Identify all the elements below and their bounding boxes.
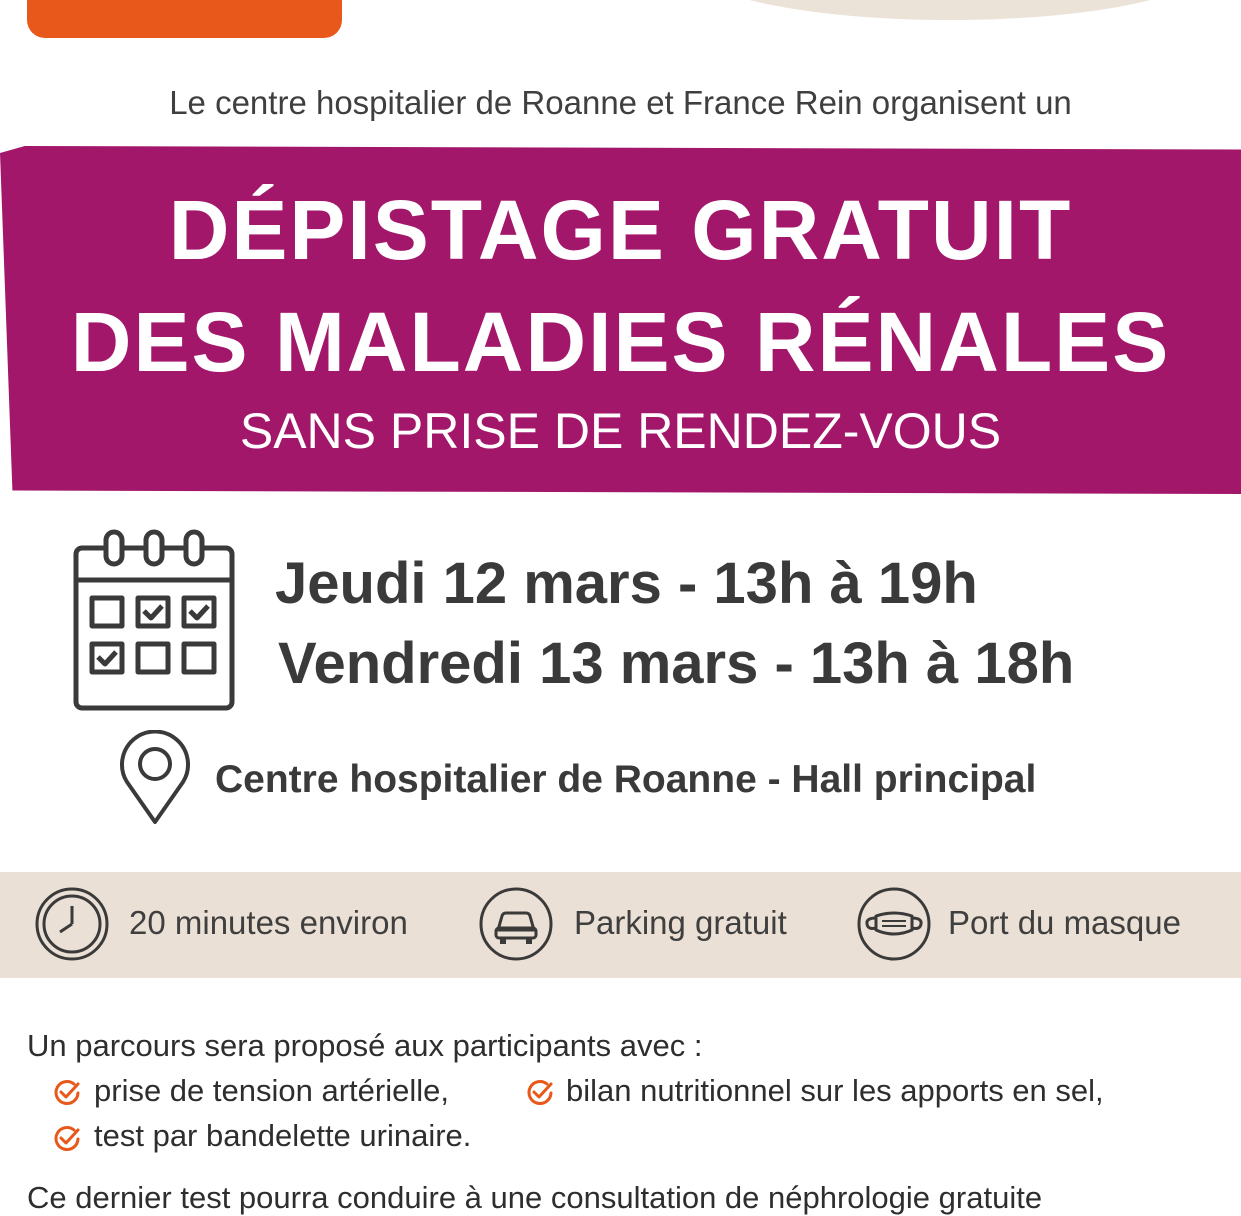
clock-icon — [34, 886, 110, 962]
date-line-1: Jeudi 12 mars - 13h à 19h — [275, 551, 978, 616]
body-followup: Ce dernier test pourra conduire à une consultation de néphrologie gratuite — [27, 1180, 1043, 1215]
beige-decorative-arc — [690, 0, 1210, 20]
list-item: test par bandelette urinaire. — [94, 1118, 472, 1153]
banner-subtitle: SANS PRISE DE RENDEZ-VOUS — [239, 403, 1002, 459]
check-circle-icon — [52, 1124, 82, 1154]
orange-header-tab — [27, 0, 342, 38]
location-pin-icon — [117, 730, 193, 826]
calendar-icon — [70, 528, 238, 714]
info-parking: Parking gratuit — [574, 904, 787, 941]
check-circle-icon — [525, 1078, 555, 1108]
car-icon — [478, 886, 554, 962]
info-duration: 20 minutes environ — [129, 904, 408, 941]
list-item: prise de tension artérielle, — [94, 1073, 449, 1108]
body-intro: Un parcours sera proposé aux participants avec : — [27, 1028, 703, 1063]
intro-text: Le centre hospitalier de Roanne et France Rein organisent un — [169, 84, 1072, 121]
info-mask: Port du masque — [948, 904, 1181, 941]
date-line-2: Vendredi 13 mars - 13h à 18h — [278, 631, 1075, 696]
mask-icon — [856, 886, 932, 962]
list-item: bilan nutritionnel sur les apports en sel, — [566, 1073, 1104, 1108]
banner-title-line-2: DES MALADIES RÉNALES — [70, 295, 1171, 389]
check-circle-icon — [52, 1078, 82, 1108]
location-text: Centre hospitalier de Roanne - Hall principal — [215, 758, 1037, 801]
banner-title-line-1: DÉPISTAGE GRATUIT — [168, 183, 1073, 277]
